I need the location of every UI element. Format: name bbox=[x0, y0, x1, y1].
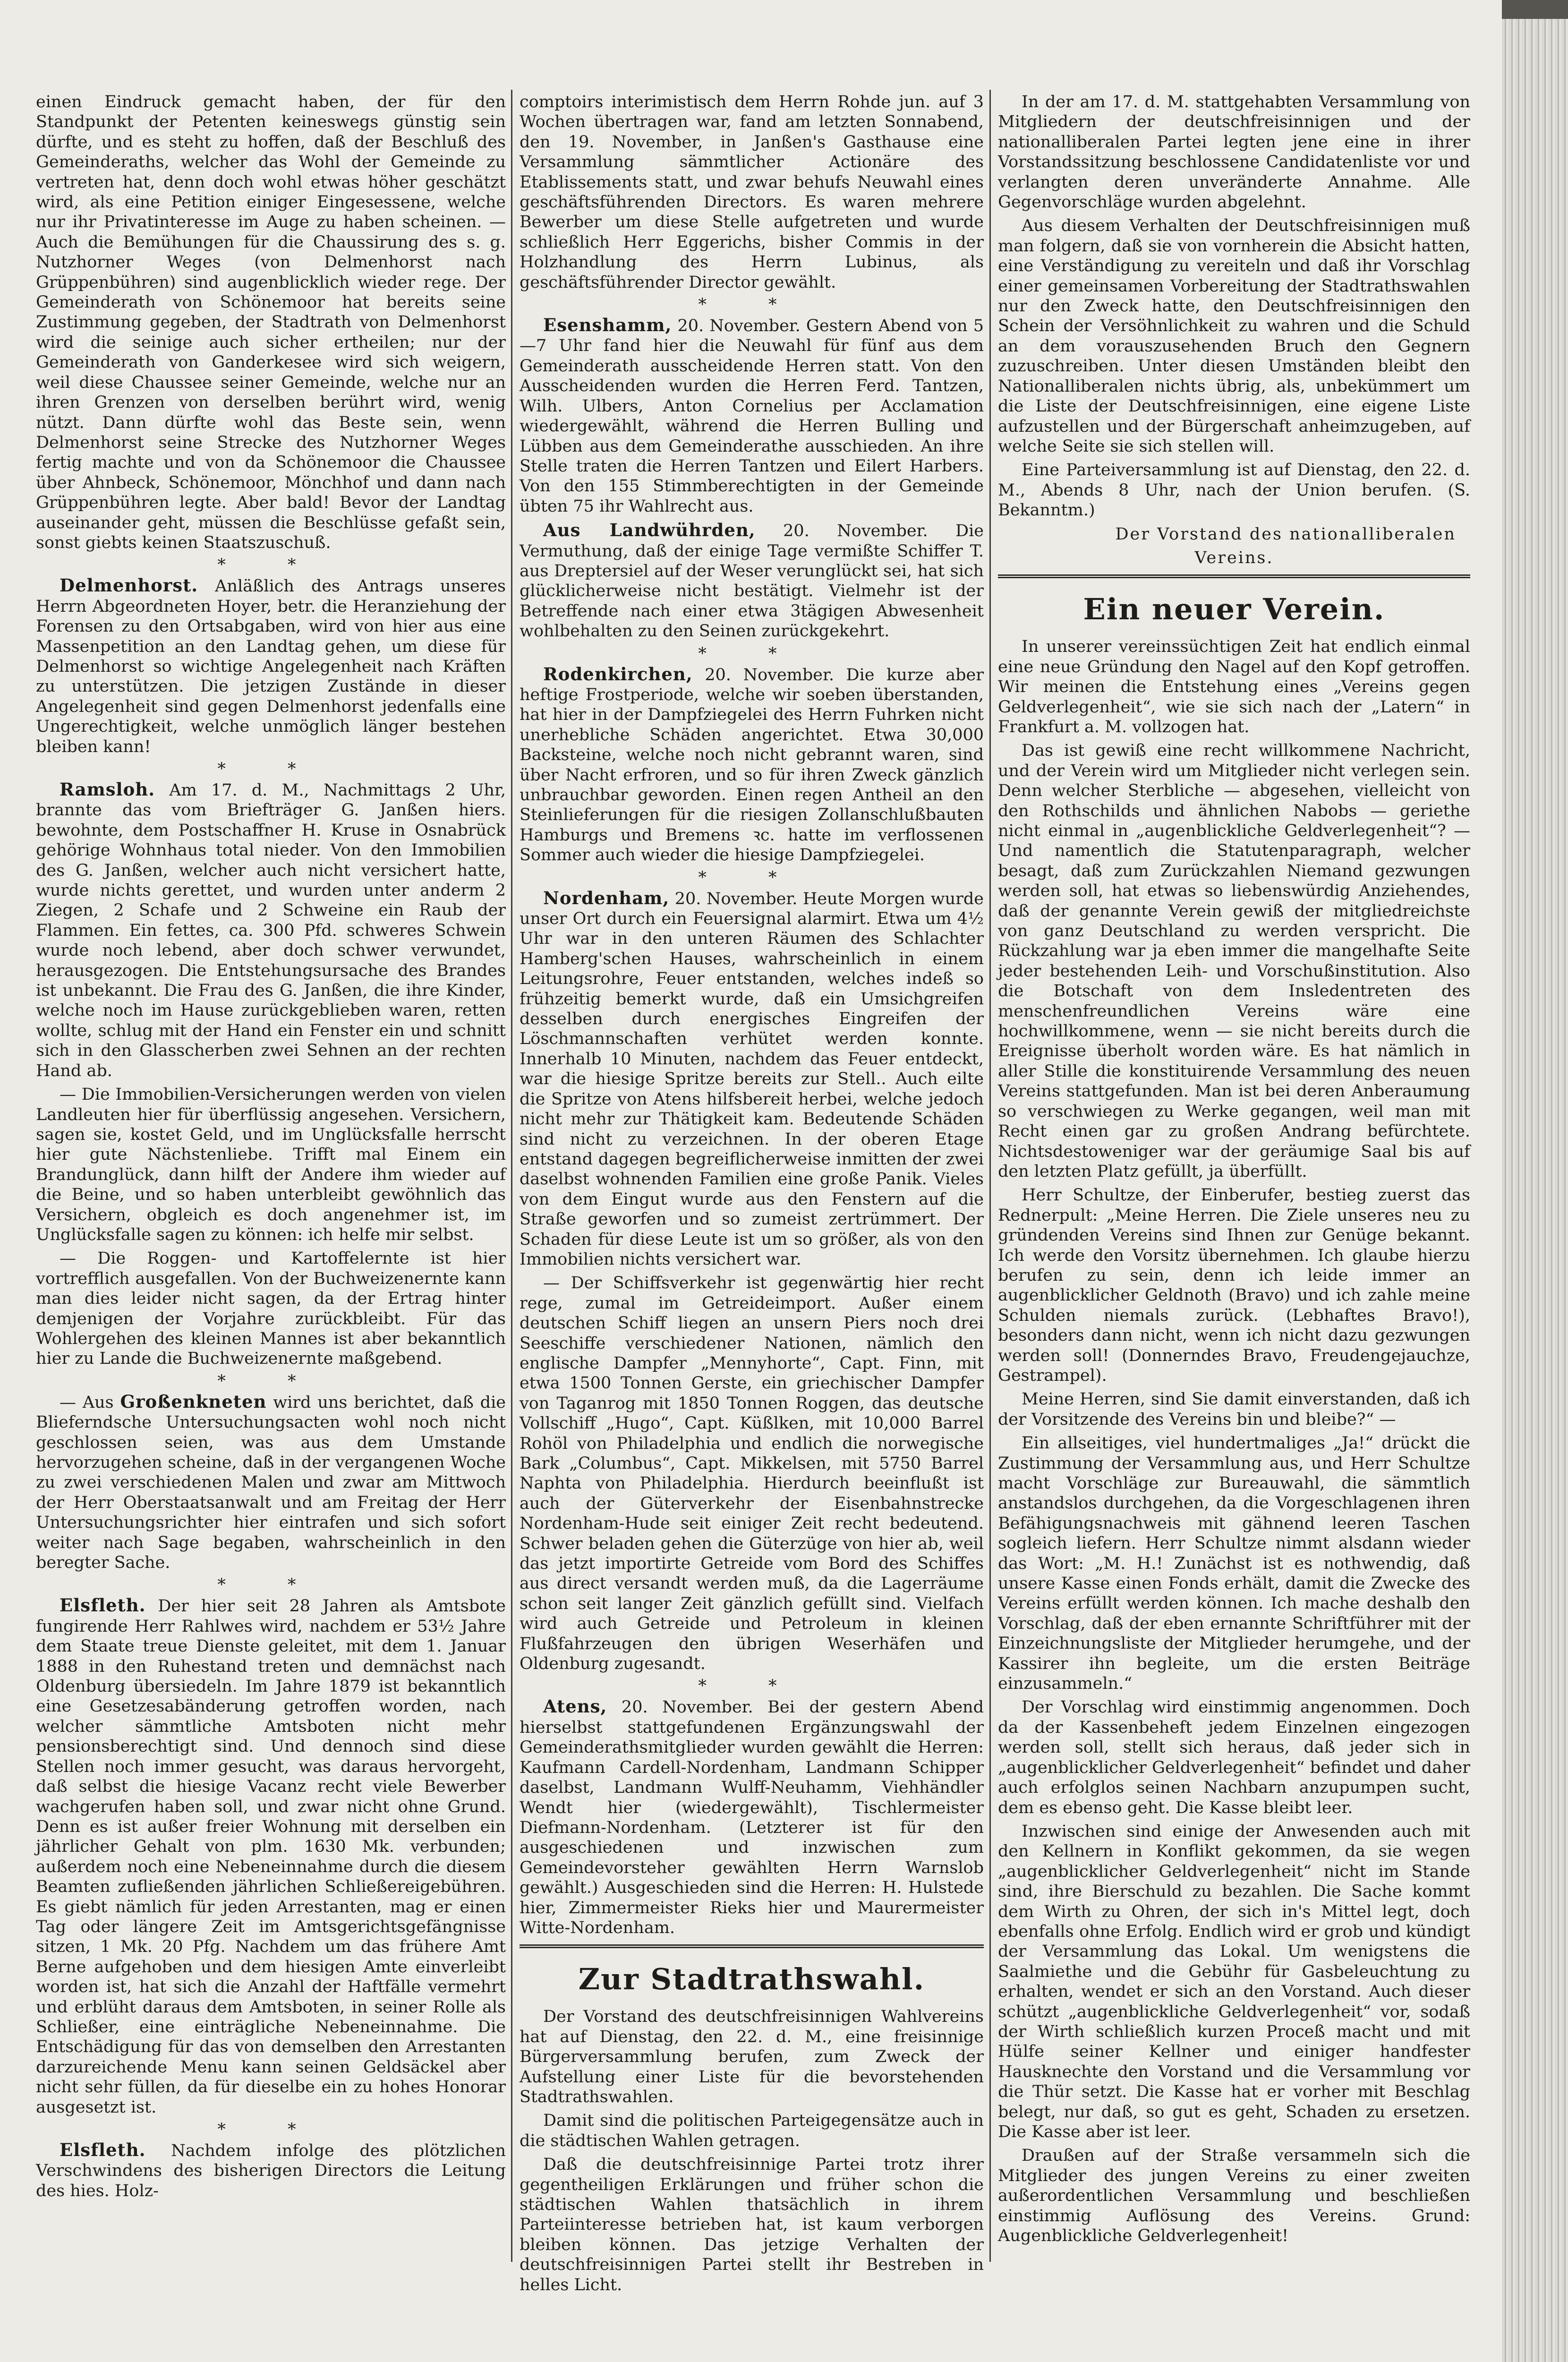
paragraph: Der Vorschlag wird einstimmig angenommen. Doch da der Kassenbeheft jedem Einzelnen eingezogen werden soll, stellt sich heraus, daß jeder sich in „augenblicklicher Geldverlegenheit“ befindet und daher auch erfolglos seinen Nachbarn anzupumpen sucht, dem es ebenso geht. Die Kasse bleibt leer. bbox=[998, 1698, 1470, 1817]
article-delmenhorst bbox=[36, 575, 506, 757]
column-rule bbox=[511, 90, 512, 2262]
dateline-place: Großenkneten bbox=[120, 1391, 267, 1412]
paragraph: Eine Parteiversammlung ist auf Dienstag, den 22. d. M., Abends 8 Uhr, nach der Union berufen. (S. Bekanntm.) bbox=[998, 461, 1470, 520]
article-esenshamm bbox=[520, 315, 984, 516]
paragraph: Daß die deutschfreisinnige Partei trotz ihrer gegentheiligen Erklärungen und früher schon die städtischen Wahlen thatsächlich in ihrem Parteiinteresse betrieben hat, ist kaum verborgen bleiben können. Das jetzige Verhalten der deutschfreisinnigen Partei stellt ihr Bestreben in helles Licht. bbox=[520, 2155, 984, 2294]
column-rule bbox=[989, 90, 991, 2262]
section-heading: Ein neuer Verein. bbox=[1083, 592, 1385, 627]
article-elsfleth bbox=[36, 1595, 506, 2117]
column-middle bbox=[520, 92, 984, 2294]
section-divider bbox=[998, 574, 1470, 628]
paragraph: Ein allseitiges, viel hundertmaliges „Ja!“ drückt die Zustimmung der Versammlung aus, und Herr Schultze macht Vorschläge zur Bureauwahl, die sämmtlich anstandslos durchgehen, da die Vorgeschlagenen ihren Befähigungsnachweis mit gähnend leeren Taschen sogleich liefern. Herr Schultze nimmt alsdann wieder das Wort: „M. H.! Zunächst ist es nothwendig, daß unsere Kasse einen Fonds erhält, damit die Zwecke des Vereins erfüllt werden können. Ich mache deshalb den Vorschlag, daß der eben ernannte Schriftführer mit der Einzeichnungsliste der Mitglieder herumgehe, und der Kassirer ihn begleite, um die ersten Beiträge einzusammeln.“ bbox=[998, 1434, 1470, 1694]
section-divider bbox=[520, 1944, 984, 1998]
article-text: Am 17. d. M., Nachmittags 2 Uhr, brannte das vom Briefträger G. Janßen hiers. bewohnte, dem Postschaffner H. Kruse in Osnabrück gehörige Wohnhaus total nieder. Von den Immobilien des G. Janßen, welcher auch nicht versichert hatte, wurde nichts gerettet, und wurden unter anderm 2 Ziegen, 2 Schafe und 2 Schweine ein Raub der Flammen. Ein fettes, ca. 300 Pfd. schweres Schwein wurde noch lebend, aber doch schwer verwundet, herausgezogen. Die Entstehungsursache des Brandes ist unbekannt. Die Frau des G. Janßen, die ihre Kinder, welche noch im Hause zurückgeblieben waren, retten wollte, schlug mit der Hand ein Fenster ein und schnitt sich in den Glasscherben zwei Sehnen an der rechten Hand ab. bbox=[36, 781, 506, 1080]
article-text: Anläßlich des Antrags unseres Herrn Abgeordneten Hoyer, betr. die Heranziehung der Forensen zu den Ortsabgaben, wird von hier aus eine Massenpetition an den Landtag gehen, um diese für Delmenhorst so wichtige Angelegenheit nach Kräften zu unterstützen. Die jetzigen Zustände in dieser Angelegenheit sind gegen Delmenhorst jedenfalls eine Ungerechtigkeit, welche unmöglich länger bestehen bleiben kann! bbox=[36, 577, 506, 756]
separator: * * bbox=[698, 868, 805, 887]
article-continuation: einen Eindruck gemacht haben, der für den Standpunkt der Petenten keineswegs günstig sein dürfte, und es steht zu hoffen, daß der Beschluß des Gemeinderaths, welcher das Wohl der Gemeinde zu vertreten hat, denn doch wohl etwas höher geschätzt wird, als eine Petition einiger Eingesessene, welche nur ihr Privatinteresse im Auge zu haben scheinen. — Auch die Bemühungen für die Chaussirung des s. g. Nutzhorner Weges (von Delmenhorst nach Grüppenbühren) sind augenblicklich wieder rege. Der Gemeinderath von Schönemoor hat bereits seine Zustimmung gegeben, der Stadtrath von Delmenhorst wird die seinige auch sicher ertheilen; nur der Gemeinderath von Ganderkesee wird sich weigern, weil diese Chaussee seiner Gemeinde, welche nur an ihren Grenzen von derselben berührt wird, wenig nützt. Dann dürfte wohl das Beste sein, wenn Delmenhorst seine Strecke des Nutzhorner Weges fertig machte und von da Schönemoor die Chaussee über Ahnbeck, Schönemoor, Mönchhof und dann nach Grüppenbühren legte. Aber bald! Bevor der Landtag auseinander geht, müssen die Beschlüsse gefaßt sein, sonst giebts keinen Staatszuschuß. bbox=[36, 93, 506, 552]
dateline-place: Aus Landwührden, bbox=[543, 520, 756, 541]
article-elsfleth-2 bbox=[36, 2140, 506, 2201]
article-atens bbox=[520, 1696, 984, 1938]
dateline-place: Rodenkirchen, bbox=[543, 663, 693, 685]
dateline-place: Nordenham, bbox=[543, 887, 670, 908]
article-landwuehrden bbox=[520, 520, 984, 641]
article-text: 20. November. Heute Morgen wurde unser Ort durch ein Feuersignal alarmirt. Etwa um 4½ Uhr war in den unteren Räumen des Schlachter Hamberg'schen Hauses, wahrscheinlich in einem Leitungsrohre, Feuer entstanden, welches indeß so frühzeitig bemerkt wurde, daß ein Umsichgreifen desselben durch energisches Eingreifen der Löschmannschaften verhütet werden konnte. Innerhalb 10 Minuten, nachdem das Feuer entdeckt, war die hiesige Spritze bereits zur Stell.. Auch eilte die Spritze von Atens hilfsbereit herbei, welche jedoch nicht mehr zur Thätigkeit kam. Bedeutende Schäden sind nicht zu verzeichnen. In der oberen Etage entstand dagegen begreiflicherweise inmitten der zwei daselbst wohnenden Familien eine große Panik. Vieles von dem Eingut wurde aus den Fenstern auf die Straße geworfen und so zumeist zertrümmert. Der Schaden für diese Leute ist um so größer, als von den Immobilien nichts versichert war. bbox=[520, 889, 984, 1269]
paragraph: Meine Herren, sind Sie damit einverstanden, daß ich der Vorsitzende des Vereins bin und bleibe?“ — bbox=[998, 1390, 1470, 1429]
article-continuation: comptoirs interimistisch dem Herrn Rohde jun. auf 3 Wochen übertragen war, fand am letzten Sonnabend, den 19. November, in Janßen's Gasthause eine Versammlung sämmtlicher Actionäre des Etablissements statt, und zwar behufs Neuwahl eines geschäftsführenden Directors. Es waren mehrere Bewerber um diese Stelle aufgetreten und wurde schließlich Herr Eggerichs, bisher Commis in der Holzhandlung des Herrn Lubinus, als geschäftsführender Director gewählt. bbox=[520, 93, 984, 292]
section-heading: Zur Stadtrathswahl. bbox=[578, 1962, 925, 1997]
article-text: — Aus bbox=[60, 1393, 114, 1412]
article-ramsloh bbox=[36, 779, 506, 1081]
paragraph: — Die Roggen- und Kartoffelernte ist hier vortrefflich ausgefallen. Von der Buchweizenernte kann man dies leider nicht sagen, da der Ertrag hinter demjenigen der Vorjahre zurückbleibt. Für das Wohlergehen des kleinen Mannes ist aber bekanntlich hier zu Lande die Buchweizenernte maßgebend. bbox=[36, 1249, 506, 1369]
article-text: 20. November. Bei der gestern Abend hierselbst stattgefundenen Ergänzungswahl der Gemeinderathsmitglieder wurden gewählt die Herren: Kaufmann Cardell-Nordenham, Landmann Schipper daselbst, Landmann Wulff-Neuhamm, Viehhändler Wendt hier (wiedergewählt), Tischlermeister Diefmann-Nordenham. (Letzterer ist für den ausgeschiedenen und inzwischen zum Gemeindevorsteher gewählten Herrn Warnslob gewählt.) Ausgeschieden sind die Herren: H. Hulstede hier, Zimmermeister Rieks hier und Maurermeister Witte-Nordenham. bbox=[520, 1698, 984, 1937]
separator: * * bbox=[217, 760, 324, 779]
book-page-edges bbox=[1502, 19, 1568, 2362]
separator: * * bbox=[217, 556, 324, 575]
dateline-place: Elsfleth. bbox=[60, 2139, 146, 2160]
separator: * * bbox=[217, 1371, 324, 1391]
article-grossenkneten bbox=[36, 1392, 506, 1573]
paragraph: Aus diesem Verhalten der Deutschfreisinnigen muß man folgern, daß sie von vornherein die Absicht hatten, eine Verständigung zu vereiteln und daß ihr Vorschlag einer gemeinsamen Vorbereitung der Stadtrathswahlen nur den Zweck hatte, den Deutschfreisinnigen den Schein der Versöhnlichkeit zu wahren und die Schuld an dem vorauszusehenden Bruch den Gegnern zuzuschreiben. Unter diesen Umständen bleibt den Nationalliberalen nichts übrig, als, unbekümmert um die Liste der Deutschfreisinnigen, eine eigene Liste aufzustellen und der Bürgerschaft anheimzugeben, auf welche Seite sie sich stellen will. bbox=[998, 216, 1470, 456]
paragraph: Der Vorstand des deutschfreisinnigen Wahlvereins hat auf Dienstag, den 22. d. M., eine freisinnige Bürgerversammlung berufen, zum Zweck der Aufstellung einer Liste für die bevorstehenden Stadtrathswahlen. bbox=[520, 2007, 984, 2106]
article-nordenham bbox=[520, 888, 984, 1270]
paragraph: Damit sind die politischen Parteigegensätze auch in die städtischen Wahlen getragen. bbox=[520, 2111, 984, 2150]
article-text: 20. November. Die kurze aber heftige Frostperiode, welche wir soeben überstanden, hat hier in der Dampfziegelei des Herrn Fuhrken nicht unerhebliche Schäden angerichtet. Etwa 30,000 Backsteine, welche noch nicht gebrannt waren, sind über Nacht erfroren, und so für ihren Zweck gänzlich unbrauchbar geworden. Einen regen Antheil an den Steinlieferungen für die riesigen Zollanschlußbauten Hamburgs und Bremens ꝛc. hatte im verflossenen Sommer auch wieder die hiesige Dampfziegelei. bbox=[520, 665, 984, 865]
article-text: Der hier seit 28 Jahren als Amtsbote fungirende Herr Rahlwes wird, nachdem er 53½ Jahre dem Staate treue Dienste geleitet, mit dem 1. Januar 1888 in den Ruhestand treten und demnächst nach Oldenburg übersiedeln. Im Jahre 1879 ist bekanntlich eine Gesetzesabänderung getroffen worden, nach welcher sämmtliche Amtsboten nicht mehr pensionsberechtigt sind. Und dennoch sind diese Stellen noch immer gesucht, was daraus hervorgeht, daß selbst die hiesige Vacanz recht viele Bewerber wachgerufen haben soll, und zwar nicht ohne Grund. Denn es ist außer freier Wohnung mit derselben ein jährlicher Gehalt von plm. 1630 Mk. verbunden; außerdem noch eine Nebeneinnahme durch die diesem Beamten zufließenden jährlichen Schließereigebühren. Es giebt nämlich für jeden Arrestanten, mag er einen Tag oder längere Zeit im Amtsgerichtsgefängnisse sitzen, 1 Mk. 20 Pfg. Nachdem um das frühere Amt Berne aufgehoben und dem hiesigen Amte einverleibt worden ist, hat sich die Anzahl der Haftfälle vermehrt und erblüht daraus dem Amtsboten, in seiner Rolle als Schließer, eine einträgliche Nebeneinnahme. Die Entschädigung für das von demselben den Arrestanten darzureichende Menu kann seinen Geldsäckel aber nicht sehr füllen, da für dieselbe ein zu hohes Honorar ausgesetzt ist. bbox=[36, 1597, 506, 2117]
article-text: 20. November. Gestern Abend von 5—7 Uhr fand hier die Neuwahl für fünf aus dem Gemeinderath ausscheidende Herren statt. Von den Ausscheidenden wurden die Herren Ferd. Tantzen, Wilh. Ulbers, Anton Cornelius per Acclamation wiedergewählt, während die Herren Bulling und Lübben aus dem Gemeinderathe ausschieden. An ihre Stelle traten die Herren Tantzen und Eilert Harbers. Von den 155 Stimmberechtigten in der Gemeinde übten 75 ihr Wahlrecht aus. bbox=[520, 317, 984, 516]
paragraph: Draußen auf der Straße versammeln sich die Mitglieder des jungen Vereins zu einer zweiten außerordentlichen Versammlung und beschließen einstimmig Auflösung des Vereins. Grund: Augenblickliche Geldverlegenheit! bbox=[998, 2146, 1470, 2246]
article-rodenkirchen bbox=[520, 664, 984, 865]
column-right bbox=[998, 92, 1470, 2259]
separator: * * bbox=[217, 2120, 324, 2139]
dateline-place: Delmenhorst. bbox=[60, 575, 198, 596]
paragraph: In der am 17. d. M. stattgehabten Versammlung von Mitgliedern der deutschfreisinnigen und der nationalliberalen Partei legten jene eine in ihrer Vorstandssitzung beschlossene Candidatenliste vor und verlangten deren unveränderte Annahme. Alle Gegenvorschläge wurden abgelehnt. bbox=[998, 93, 1470, 212]
article-text: 20. November. Die Vermuthung, daß der einige Tage vermißte Schiffer T. aus Dreptersiel auf der Weser verunglückt sei, hat sich glücklicherweise nicht bestätigt. Vielmehr ist der Betreffende nach einer etwa 3tägigen Abwesenheit wohlbehalten zu den Seinen zurückgekehrt. bbox=[520, 522, 984, 641]
separator: * * bbox=[698, 644, 805, 663]
dateline-place: Esenshamm, bbox=[543, 315, 672, 336]
separator: * * bbox=[698, 1677, 805, 1696]
paragraph: Herr Schultze, der Einberufer, bestieg zuerst das Rednerpult: „Meine Herren. Die Ziele unseres neu zu gründenden Vereins sind Ihnen zur Genüge bekannt. Ich werde den Vorsitz übernehmen. Ich glaube hierzu berufen zu sein, denn ich leide immer an augenblicklicher Geldnoth (Bravo) und ich zahle meine Schulden niemals zurück. (Lebhaftes Bravo!), besonders dann nicht, wenn ich nicht dazu gezwungen werden soll! (Donnerndes Bravo, Freudengejauchze, Gestrampel). bbox=[998, 1186, 1470, 1385]
article-text: Nachdem infolge des plötzlichen Verschwindens des bisherigen Directors die Leitung des hies. Holz- bbox=[36, 2141, 506, 2200]
dateline-place: Ramsloh. bbox=[60, 779, 155, 800]
paragraph: Inzwischen sind einige der Anwesenden auch mit den Kellnern in Konflikt gekommen, da sie wegen „augenblicklicher Geldverlegenheit“ nicht im Stande sind, ihre Bierschuld zu bezahlen. Die Sache kommt dem Wirth zu Ohren, der sich in's Mittel legt, doch ebenfalls ohne Erfolg. Endlich wird er grob und kündigt der Versammlung das Lokal. Um wenigstens die Saalmiethe und die Gebühr für Gasbeleuchtung zu erhalten, wendet er sich an den Vorstand. Auch dieser schützt „augenblickliche Geldverlegenheit“ vor, sodaß der Wirth schließlich kurzen Proceß macht und mit Hülfe seiner Kellner und einiger handfester Hausknechte den Vorstand und die Versammlung vor die Thür setzt. Die Kasse hat er vorher mit Beschlag belegt, nur daß, so gut es geht, Schaden zu ersetzen. Die Kasse aber ist leer. bbox=[998, 1822, 1470, 2141]
signature-line: Der Vorstand des nationalliberalen bbox=[1115, 524, 1456, 544]
paragraph: — Der Schiffsverkehr ist gegenwärtig hier recht rege, zumal im Getreideimport. Außer einem deutschen Schiff liegen an unsern Piers noch drei Seeschiffe verschiedener Nationen, nämlich den englische Dampfer „Mennyhorte“, Capt. Finn, mit etwa 1500 Tonnen Gerste, ein griechischer Dampfer von Taganrog mit 1850 Tonnen Roggen, das deutsche Vollschiff „Hugo“, Capt. Küßlken, mit 10,000 Barrel Rohöl von Philadelphia und endlich die norwegische Bark „Columbus“, Capt. Mikkelsen, mit 5750 Barrel Naphta von Philadelphia. Hierdurch beeinflußt ist auch der Güterverkehr der Eisenbahnstrecke Nordenham-Hude seit einiger Zeit recht bedeutend. Schwer beladen gehen die Güterzüge von hier ab, weil das jetzt importirte Getreide vom Bord des Schiffes aus direct versandt werden muß, da die Lagerräume schon seit langer Zeit gänzlich gefüllt sind. Vielfach wird auch Getreide und Petroleum in kleinen Flußfahrzeugen den übrigen Weserhäfen und Oldenburg zugesandt. bbox=[520, 1274, 984, 1674]
signature-line: Vereins. bbox=[1194, 548, 1274, 567]
paragraph: Das ist gewiß eine recht willkommene Nachricht, und der Verein wird um Mitglieder nicht verlegen sein. Denn welcher Sterbliche — abgesehen, vielleicht von den Rothschilds und ähnlichen Nabobs — geriethe nicht einmal in „augenblickliche Geldverlegenheit“? — Und namentlich die Statutenparagraph, welcher besagt, daß zum Zurückzahlen Niemand gezwungen werden soll, hat etwas so liebenswürdig Anziehendes, daß der genannte Verein gewiß der mitgliedreichste von ganz Deutschland zu werden verspricht. Die Rückzahlung war ja eben immer die mangelhafte Seite jeder bestehenden Leih- und Vorschußinstitution. Also die Botschaft von dem Insledentreten des menschenfreundlichen Vereins wäre eine hochwillkommene, wenn — sie nicht bereits durch die Ereignisse überholt worden wäre. Es hat nämlich in aller Stille die konstituirende Versammlung des neuen Vereins stattgefunden. Man ist bei deren Anberaumung so verschwiegen zu Werke gegangen, weil man mit Recht einen gar zu großen Andrang befürchtete. Nichtsdestoweniger war der geräumige Saal bis auf den letzten Platz gefüllt, ja überfüllt. bbox=[998, 741, 1470, 1181]
article-text: wird uns berichtet, daß die Blieferndsche Untersuchungsacten wohl noch nicht geschlossen seien, was aus dem Umstande hervorzugehen scheine, daß in der vergangenen Woche zu zwei verschiedenen Malen und zwar am Mittwoch der Herr Oberstaatsanwalt und am Freitag der Herr Untersuchungsrichter hier eintrafen und sich sofort weiter nach Sage begaben, wahrscheinlich in den beregter Sache. bbox=[36, 1393, 506, 1573]
separator: * * bbox=[698, 295, 805, 315]
separator: * * bbox=[217, 1575, 324, 1595]
paragraph: In unserer vereinssüchtigen Zeit hat endlich einmal eine neue Gründung den Nagel auf den Kopf getroffen. Wir meinen die Entstehung eines „Vereins gegen Geldverlegenheit“, wie sie sich nach der „Latern“ in Frankfurt a. M. vollzogen hat. bbox=[998, 637, 1470, 736]
paragraph: — Die Immobilien-Versicherungen werden von vielen Landleuten hier für überflüssig angesehen. Versichern, sagen sie, kostet Geld, und im Unglücksfalle herrscht hier gute Nächstenliebe. Trifft mal Einem ein Brandunglück, dann hilft der Andere ihm wieder auf die Beine, und so haben unterbleibt gewöhnlich das Versichern, obgleich es doch angenehmer ist, im Unglücksfalle sagen zu können: ich helfe mir selbst. bbox=[36, 1085, 506, 1244]
column-left bbox=[36, 92, 506, 2259]
dateline-place: Atens, bbox=[543, 1696, 607, 1717]
dateline-place: Elsfleth. bbox=[60, 1595, 146, 1616]
